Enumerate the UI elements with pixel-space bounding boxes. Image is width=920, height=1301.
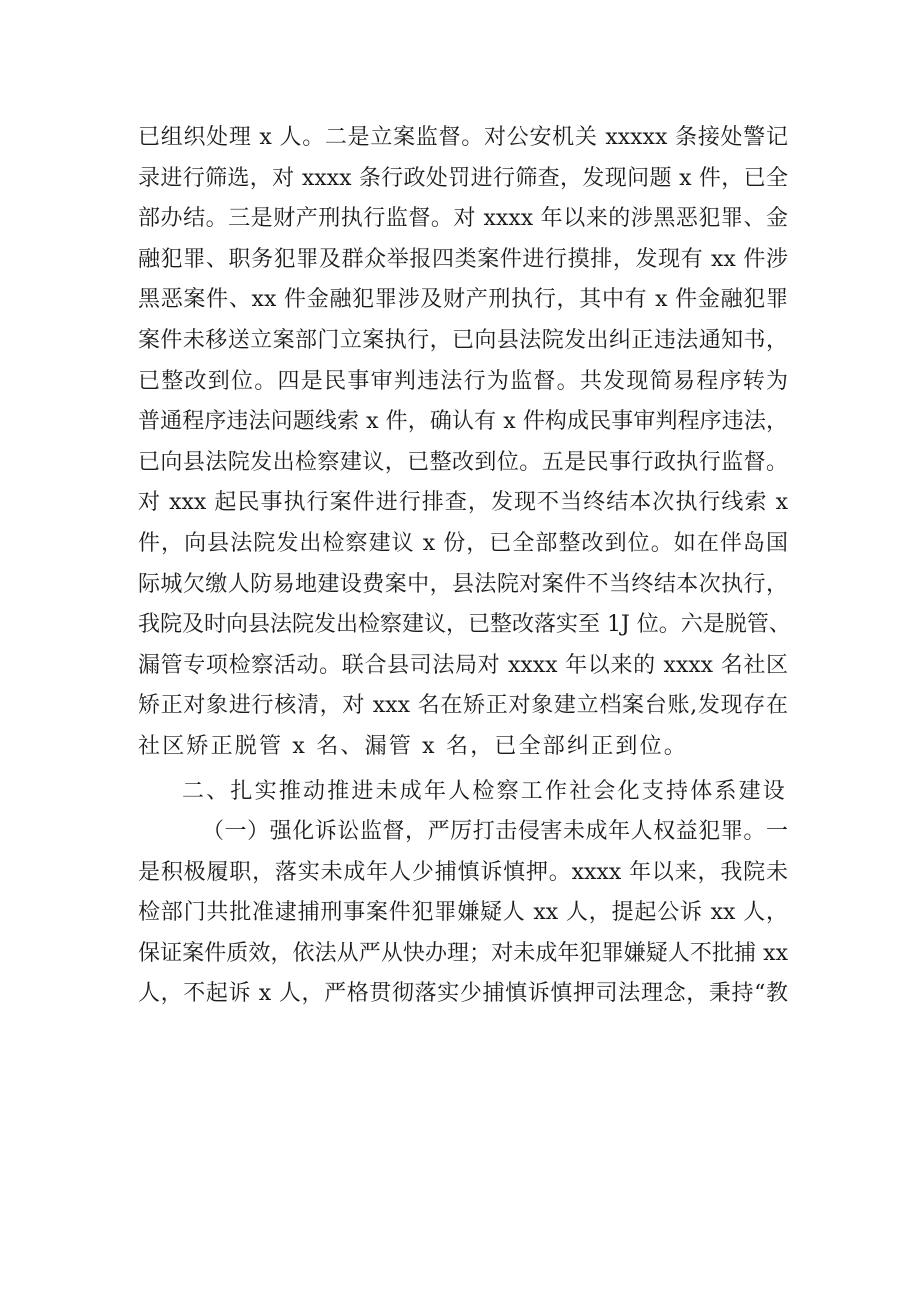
body-line: 已组织处理 x 人。二是立案监督。对公安机关 xxxxx 条接处警记 [138,125,788,150]
section-line: 是积极履职，落实未成年人少捕慎诉慎押。xxxx 年以来，我院未 [138,859,788,885]
section-heading: 二、扎实推动推进未成年人检察工作社会化支持体系建设 [182,778,788,804]
body-line: 矫正对象进行核清，对 xxx 名在矫正对象建立档案台账,发现存在 [138,693,788,719]
section-line: 保证案件质效，依法从严从快办理；对未成年犯罪嫌疑人不批捕 xx [138,940,788,966]
body-line: 录进行筛选，对 xxxx 条行政处罚进行筛查，发现问题 x 件，已全 [138,165,788,191]
body-line: 漏管专项检察活动。联合县司法局对 xxxx 年以来的 xxxx 名社区 [138,652,788,678]
body-line: 普通程序违法问题线索 x 件，确认有 x 件构成民事审判程序违法， [138,409,788,435]
body-line: 部办结。三是财产刑执行监督。对 xxxx 年以来的涉黑恶犯罪、金 [138,206,788,232]
body-line: 对 xxx 起民事执行案件进行排查，发现不当终结本次执行线索 x [138,490,788,516]
body-line-last: 社区矫正脱管 x 名、漏管 x 名，已全部纠正到位。 [138,733,688,759]
body-line: 融犯罪、职务犯罪及群众举报四类案件进行摸排，发现有 xx 件涉 [138,246,788,272]
body-line: 件，向县法院发出检察建议 x 份，已全部整改到位。如在伴岛国 [138,530,788,556]
document-body [138,118,791,1015]
body-line: 我院及时向县法院发出检察建议，已整改落实至 1J 位。六是脱管、 [138,612,791,638]
body-line: 案件未移送立案部门立案执行，已向县法院发出纠正违法通知书， [138,327,788,353]
body-line: 已向县法院发出检察建议，已整改到位。五是民事行政执行监督。 [138,449,788,475]
body-line: 已整改到位。四是民事审判违法行为监督。共发现简易程序转为 [138,368,788,394]
section-line: 检部门共批准逮捕刑事案件犯罪嫌疑人 xx 人，提起公诉 xx 人， [138,900,788,926]
section-line: 人，不起诉 x 人，严格贯彻落实少捕慎诉慎押司法理念，秉持“教 [138,981,788,1007]
subsection-first-line: （一）强化诉讼监督，严厉打击侵害未成年人权益犯罪。一 [202,819,788,845]
body-line: 际城欠缴人防易地建设费案中，县法院对案件不当终结本次执行， [138,571,788,597]
body-line: 黑恶案件、xx 件金融犯罪涉及财产刑执行，其中有 x 件金融犯罪 [138,287,788,313]
